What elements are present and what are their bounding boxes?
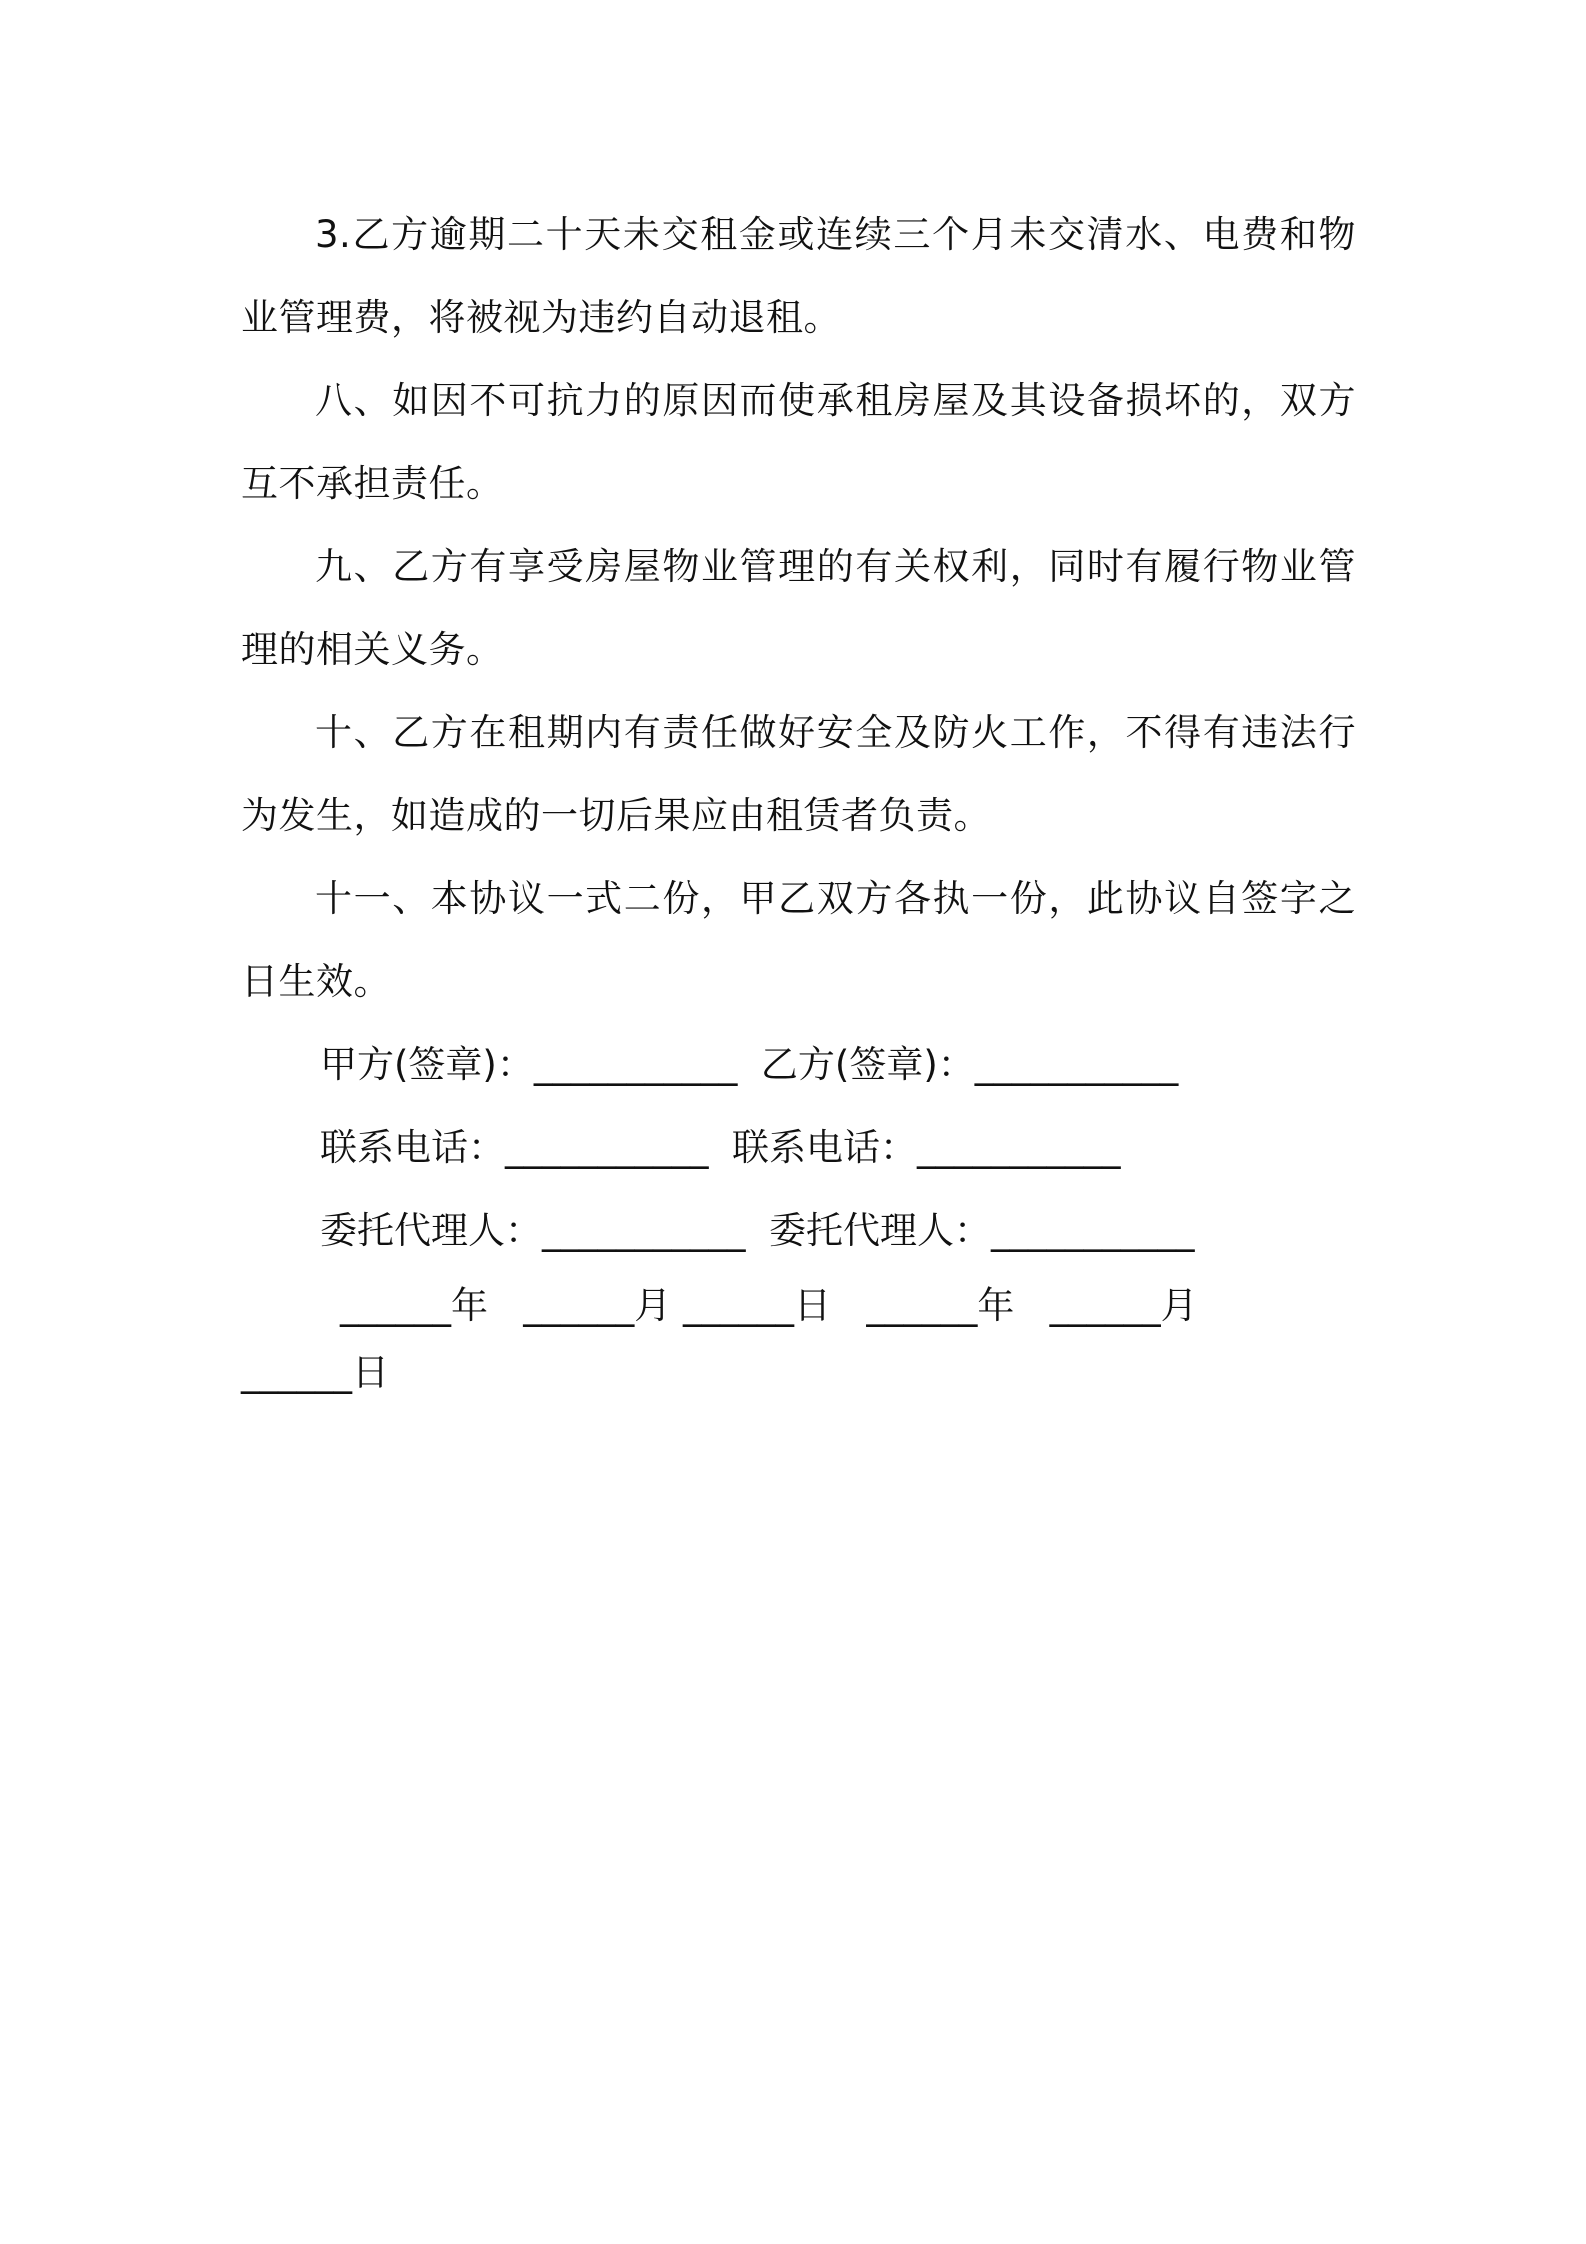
- clause-paragraph: 3.乙方逾期二十天未交租金或连续三个月未交清水、电费和物业管理费，将被视为违约自动退租。: [241, 213, 1356, 339]
- clause-paragraph: 九、乙方有享受房屋物业管理的有关权利，同时有履行物业管理的相关义务。: [241, 545, 1356, 671]
- phone-line: 联系电话：___________ 联系电话：___________: [320, 1126, 1121, 1169]
- agent-line: 委托代理人：___________ 委托代理人：___________: [320, 1209, 1195, 1252]
- date-line: ______年 ______月 ______日 ______年 ______月: [340, 1284, 1198, 1327]
- clause-paragraph: 十一、本协议一式二份，甲乙双方各执一份，此协议自签字之日生效。: [241, 877, 1356, 1003]
- document-body: [241, 193, 1356, 1406]
- clause-paragraph: 八、如因不可抗力的原因而使承租房屋及其设备损坏的，双方互不承担责任。: [241, 379, 1356, 505]
- clause-paragraph: 十、乙方在租期内有责任做好安全及防火工作，不得有违法行为发生，如造成的一切后果应由租赁者负责。: [241, 711, 1356, 837]
- signature-line: 甲方(签章)：___________ 乙方(签章)：___________: [320, 1043, 1179, 1086]
- date-line-continued: ______日: [241, 1351, 389, 1394]
